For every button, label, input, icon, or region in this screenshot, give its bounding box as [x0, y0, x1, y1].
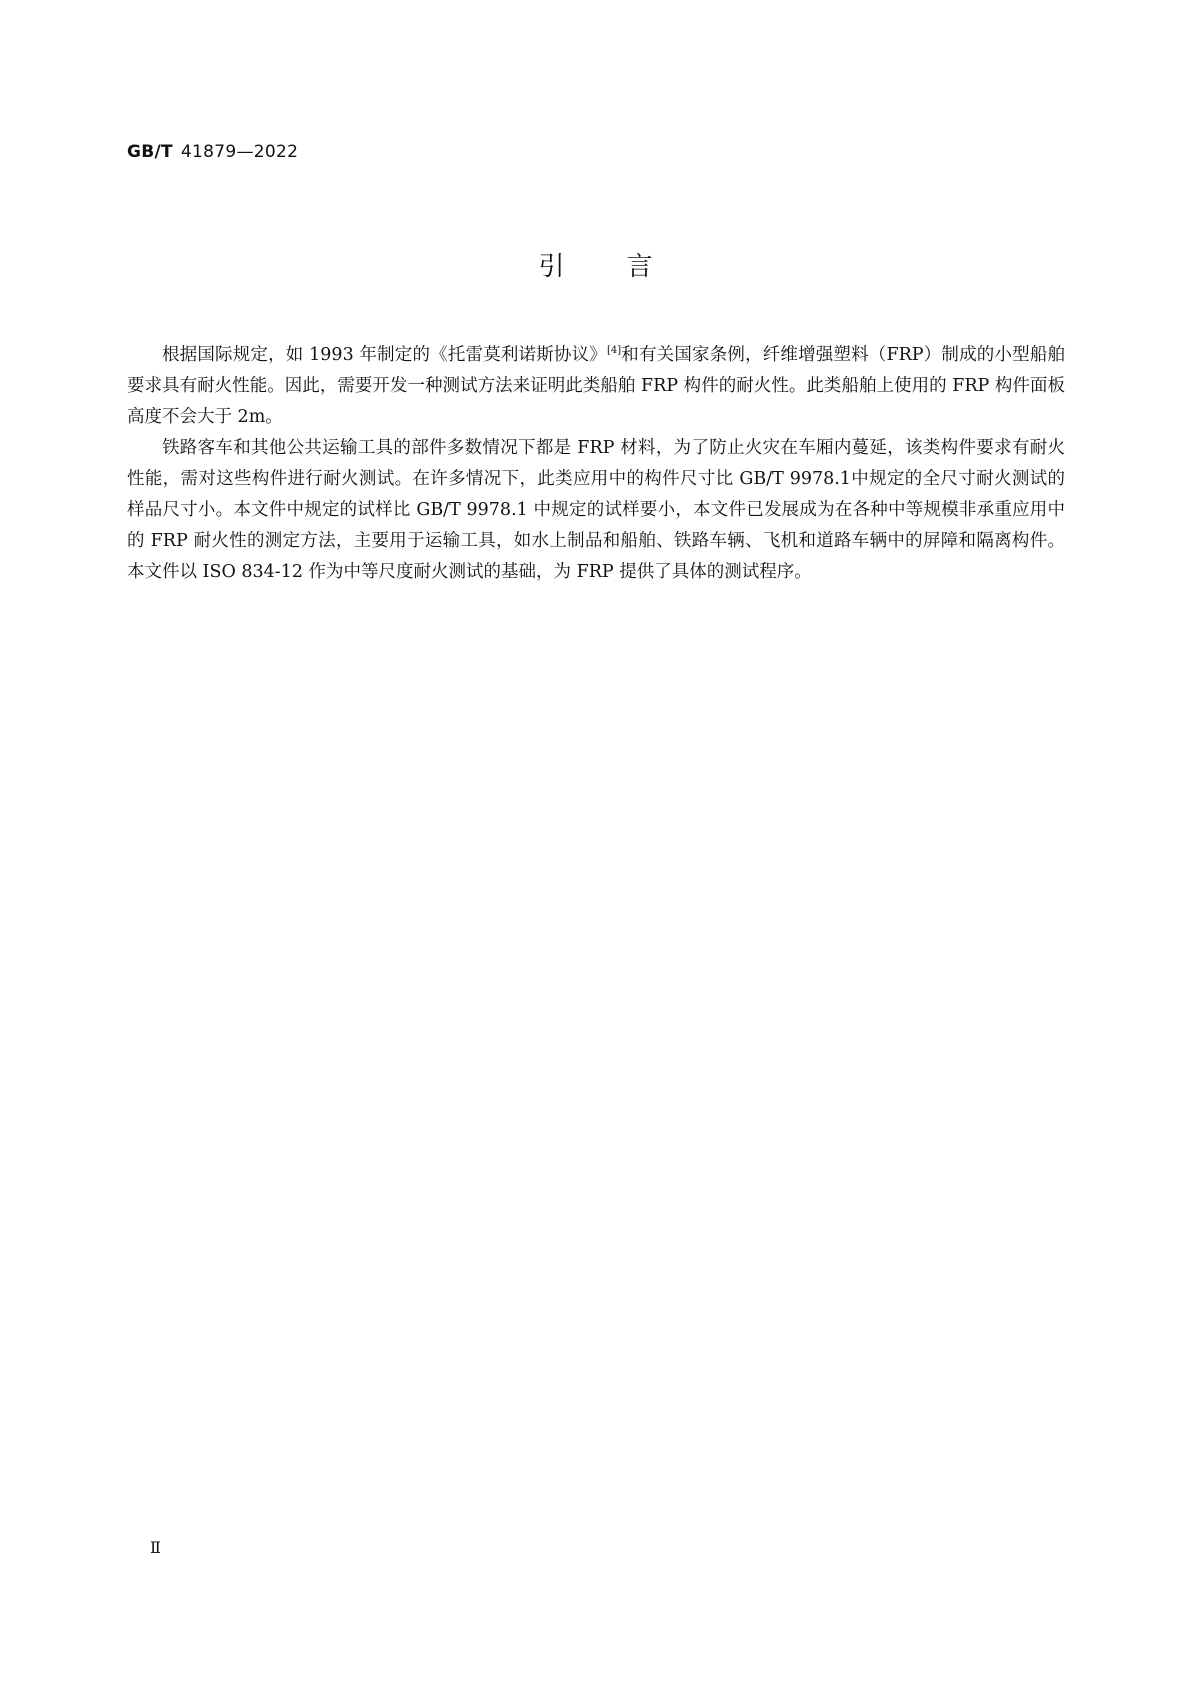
page-title-char-1: 引 — [538, 252, 565, 282]
paragraph-1-text-b: 和有关国家条例，纤维增强塑料（FRP）制成的小型船舶要求具有耐火性能。因此，需要开发一种测试方法来证明此类船舶 FRP 构件的耐火性。此类船舶上使用的 FRP 构件面板高度不会大于 2m。 — [127, 345, 1065, 427]
page-number: Ⅱ — [150, 1538, 161, 1557]
standard-code-header — [127, 142, 298, 162]
page-title-char-2: 言 — [626, 252, 653, 282]
standard-number: 41879—2022 — [180, 142, 299, 162]
page-title — [0, 246, 1191, 283]
paragraph-1-text-a: 根据国际规定，如 1993 年制定的《托雷莫利诺斯协议》 — [162, 345, 607, 365]
paragraph-1 — [127, 340, 1065, 433]
paragraph-2: 铁路客车和其他公共运输工具的部件多数情况下都是 FRP 材料，为了防止火灾在车厢内蔓延，该类构件要求有耐火性能，需对这些构件进行耐火测试。在许多情况下，此类应用中的构件尺寸比 GB/T 9978.1中规定的全尺寸耐火测试的样品尺寸小。本文件中规定的试样比 GB/T 9978.1 中规定的试样要小，本文件已发展成为在各种中等规模非承重应用中的 FRP 耐火性的测定方法，主要用于运输工具，如水上制品和船舶、铁路车辆、飞机和道路车辆中的屏障和隔离构件。本文件以 ISO 834-12 作为中等尺度耐火测试的基础，为 FRP 提供了具体的测试程序。 — [127, 438, 1065, 582]
standard-prefix: GB/T — [127, 142, 173, 162]
introduction-body — [127, 340, 1065, 588]
reference-marker: [4] — [606, 345, 622, 356]
